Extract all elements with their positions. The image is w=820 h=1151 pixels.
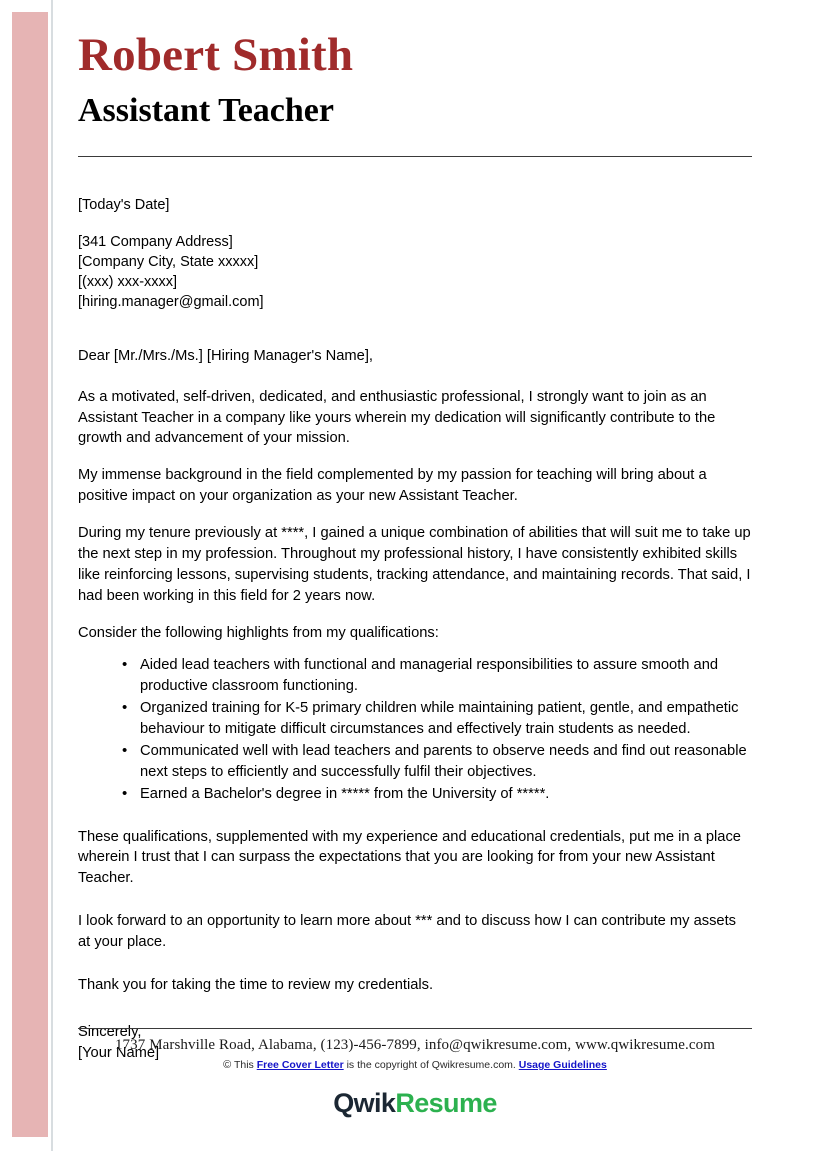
job-title: Assistant Teacher <box>78 91 334 129</box>
qualifications-list <box>78 655 752 804</box>
qualification-item: • Communicated well with lead teachers and parents to observe needs and find out reasonable next steps to efficiently and successfully fulfil their objectives. <box>122 741 752 783</box>
body-paragraph-2: My immense background in the field complemented by my passion for teaching will bring about a positive impact on your organization as your new Assistant Teacher. <box>78 467 707 505</box>
company-city-line: [Company City, State xxxxx] <box>78 253 259 270</box>
logo-text-qwik: Qwik <box>333 1088 396 1118</box>
body-paragraph-1: As a motivated, self-driven, dedicated, and enthusiastic professional, I strongly want to join as an Assistant Teacher in a company like yours wherein my dedication will significantly contribute to the growth and advancement of your mission. <box>78 388 716 447</box>
salutation: Dear [Mr./Mrs./Ms.] [Hiring Manager's Name], <box>78 347 373 364</box>
footer-copyright-line <box>78 1059 752 1071</box>
copyright-middle: is the copyright of Qwikresume.com. <box>346 1059 516 1071</box>
footer-contact-line: 1737 Marshville Road, Alabama, (123)-456-7899, info@qwikresume.com, www.qwikresume.com <box>114 1037 716 1053</box>
copyright-prefix: This <box>233 1059 254 1071</box>
left-divider-line <box>51 0 53 1151</box>
qualification-item: • Aided lead teachers with functional and managerial responsibilities to assure smooth and productive classroom functioning. <box>122 655 752 697</box>
company-email-line: [hiring.manager@gmail.com] <box>78 293 264 310</box>
candidate-name: Robert Smith <box>78 29 354 81</box>
closing-line: Sincerely, <box>78 1023 142 1040</box>
qwikresume-logo <box>78 1088 752 1119</box>
highlights-intro: Consider the following highlights from my qualifications: <box>78 624 439 641</box>
cover-letter-page <box>78 0 752 1151</box>
body-paragraph-4: These qualifications, supplemented with my experience and educational credentials, put me in a place wherein I trust that I can surpass the expectations that you are looking for from your new Assistant Teacher. <box>78 828 741 887</box>
body-paragraph-6: Thank you for taking the time to review my credentials. <box>78 976 434 993</box>
header-divider <box>78 156 752 157</box>
body-paragraph-5: I look forward to an opportunity to learn more about *** and to discuss how I can contribute my assets at your place. <box>78 913 737 951</box>
decorative-left-rail <box>12 12 48 1137</box>
date-line: [Today's Date] <box>78 196 170 213</box>
qualification-item: • Organized training for K-5 primary children while maintaining patient, gentle, and empathetic behaviour to mitigate difficult circumstances and effectively train students as needed. <box>122 698 752 740</box>
letter-body <box>78 346 752 996</box>
logo-text-resume: Resume <box>395 1088 497 1118</box>
qualification-item: • Earned a Bachelor's degree in ***** from the University of *****. <box>122 784 752 805</box>
usage-guidelines-link[interactable]: Usage Guidelines <box>518 1059 607 1071</box>
letter-header <box>78 0 752 157</box>
recipient-meta-block <box>78 195 752 312</box>
free-cover-letter-link[interactable]: Free Cover Letter <box>256 1059 344 1071</box>
body-paragraph-3: During my tenure previously at ****, I gained a unique combination of abilities that will suit me to take up the next step in my profession. Throughout my professional history, I have consistently exhibited skills like reinforcing lessons, supervising students, tracking attendance, and maintaining records. That said, I had been working in this field for 2 years now. <box>78 525 751 604</box>
copyright-icon: © <box>223 1059 232 1071</box>
company-phone-line: [(xxx) xxx-xxxx] <box>78 273 178 290</box>
page-footer <box>78 1028 752 1119</box>
footer-divider <box>78 1028 752 1029</box>
signature-name: [Your Name] <box>78 1044 160 1061</box>
company-address-line: [341 Company Address] <box>78 233 233 250</box>
